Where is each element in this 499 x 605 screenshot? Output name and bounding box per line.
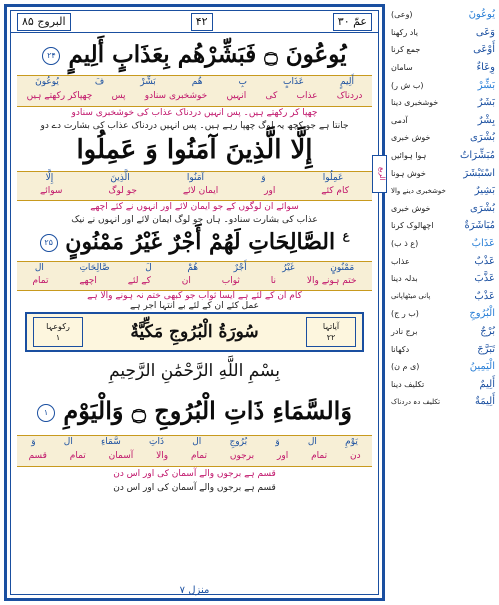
glossary-arabic: أَلِيمٌ	[479, 378, 495, 390]
glossary-arabic: تَبَرَّجَ	[477, 343, 495, 355]
word-ur: کے لئے	[127, 276, 151, 286]
translation-idiomatic-3: عمل کئے ان کے لئے بے انتہا اجر ہے	[129, 301, 260, 311]
word-ur: تمام	[69, 451, 86, 461]
translation-literal-1: چھپا کر رکھتے ہیں۔ پس انہیں دردناک عذاب کی خوشخبری سنادو	[71, 108, 318, 118]
glossary-meaning: (ع ذ ب)	[391, 239, 419, 249]
word-ar: لَ	[145, 263, 152, 273]
glossary-arabic: أَوْعَى	[473, 44, 495, 56]
glossary-meaning: خوشخبری دینا	[391, 98, 439, 108]
glossary-arabic: بُشْرَى	[469, 202, 495, 214]
ayah-marker: ۱	[37, 404, 55, 422]
glossary-arabic: عَذْبٌ	[474, 290, 495, 302]
glossary-meaning: اچھالوک کرنا	[391, 221, 434, 231]
glossary-meaning: آدمی	[391, 115, 408, 125]
glossary-entry	[391, 393, 495, 411]
glossary-entry	[391, 375, 495, 393]
word-ur: چھپاکر رکھتے ہیں	[26, 91, 93, 101]
glossary-entry	[391, 112, 495, 130]
page-inner-frame	[10, 10, 379, 595]
glossary-meaning: ہوا ہوائیں	[391, 151, 427, 161]
word-ar: مَمْنُونٍ	[330, 263, 355, 273]
translation-idiomatic-1: جانتا ہے جو کچھ یہ لوگ چھپا رہے ہیں۔ پس انہیں دردناک عذاب کی بشارت دے دو	[40, 121, 349, 131]
verse-text: الصَّالِحَاتِ لَهُمْ أَجْرٌ غَيْرُ مَمْنُونٍ	[65, 229, 336, 255]
ruku-label: رکوعہا	[46, 322, 70, 331]
glossary-meaning: دکھانا	[391, 344, 410, 354]
word-ur: اچھے	[79, 276, 97, 286]
ayat-count-box	[306, 317, 356, 347]
glossary-meaning: (وعی)	[391, 10, 413, 20]
glossary-arabic: عَذْبٌ	[474, 255, 495, 267]
word-ar: إِلَّا	[45, 173, 54, 183]
word-ar: هُمْ	[187, 263, 199, 273]
word-ur: برجوں	[229, 451, 255, 461]
ruku-mark: ع	[342, 229, 350, 242]
glossary-meaning: تکلیف دہ دردناک	[391, 397, 441, 406]
glossary-entry	[391, 340, 495, 358]
ayat-value: ۲۲	[326, 333, 336, 342]
word-ar: أَلِيمٍ	[340, 77, 354, 87]
word-ur: کی	[265, 91, 278, 101]
glossary-arabic: وَعَى	[475, 26, 495, 38]
glossary-meaning: خوش ہونا	[391, 168, 426, 178]
word-ur: آسمان	[108, 451, 134, 461]
word-row-arabic-3	[17, 263, 372, 273]
glossary-arabic: وِعَاءٌ	[476, 62, 495, 74]
glossary-entry	[391, 59, 495, 77]
verse-line-3	[17, 229, 372, 255]
glossary-entry	[391, 182, 495, 200]
glossary-meaning: بدلہ دینا	[391, 274, 418, 284]
glossary-arabic: مُبَاشَرَةٌ	[464, 220, 495, 232]
word-ur: تمام	[311, 451, 328, 461]
manzil-footer: منزل ۷	[179, 585, 210, 596]
word-ur: پس	[111, 91, 126, 101]
glossary-entry	[391, 305, 495, 323]
word-ur: اور	[264, 186, 276, 196]
word-ur: جو لوگ	[108, 186, 137, 196]
glossary-meaning: برج نادر	[391, 326, 418, 336]
surah-title: سُورَةُ الْبُرُوجِ مَكِّيَّةٌ	[130, 322, 259, 342]
word-ar: سَّمَاءِ	[101, 437, 121, 447]
surah-banner	[25, 312, 364, 352]
word-ar: وَ	[275, 437, 280, 447]
word-ar: أَجْرٌ	[233, 263, 247, 273]
word-ar: بُرُوجِ	[229, 437, 248, 447]
glossary-entry	[391, 164, 495, 182]
word-ur: نا	[270, 276, 277, 286]
verse-line-4	[17, 396, 372, 425]
ayah-marker: ۲۴	[42, 47, 60, 65]
word-ur: تمام	[190, 451, 207, 461]
word-ar: فَ	[94, 77, 105, 87]
ayah-marker: ۲۵	[40, 234, 58, 252]
quran-page	[4, 4, 385, 601]
glossary-arabic: بِشْرٌ	[477, 114, 495, 126]
glossary-entry	[391, 323, 495, 341]
word-ar: ذَاتِ	[148, 437, 164, 447]
glossary-meaning: (ب ش ر)	[391, 80, 424, 90]
word-row-urdu-2	[17, 186, 372, 196]
rub-side-marker: الربع	[372, 155, 387, 193]
juz-box: عمّ ۳۰	[333, 13, 372, 31]
word-ar: الَّذِينَ	[110, 173, 130, 183]
glossary-meaning: (ی م ن)	[391, 362, 420, 372]
glossary-arabic: عَذَّبَ	[474, 273, 495, 285]
glossary-entry	[391, 147, 495, 165]
word-row-urdu-3	[17, 276, 372, 286]
glossary-entry	[391, 129, 495, 147]
word-ar: آمَنُوا	[186, 173, 205, 183]
word-ur: تمام	[32, 276, 49, 286]
glossary-meaning: پانی میٹھاپانی	[391, 292, 431, 301]
word-ur: ثواب	[221, 276, 240, 286]
glossary-meaning: سامان	[391, 63, 413, 73]
glossary-meaning: خوش خبری	[391, 133, 431, 143]
bismillah: بِسْمِ اللَّهِ الرَّحْمَٰنِ الرَّحِيمِ	[109, 361, 280, 381]
vocabulary-sidebar	[391, 6, 495, 411]
word-row-arabic-4	[17, 437, 372, 447]
page-header	[11, 11, 378, 33]
glossary-entry	[391, 358, 495, 376]
word-ar: غَيْرُ	[282, 263, 295, 273]
word-ar: وَ	[261, 173, 266, 183]
verse-text: وَالسَّمَاءِ ذَاتِ الْبُرُوجِ ۝ وَالْيَوْمِ	[63, 396, 352, 425]
word-ur: دردناک	[336, 91, 363, 101]
glossary-entry	[391, 76, 495, 94]
glossary-entry	[391, 41, 495, 59]
glossary-entry	[391, 270, 495, 288]
glossary-entry	[391, 217, 495, 235]
word-ur: انہیں	[226, 91, 247, 101]
word-ar: هُم	[191, 77, 203, 87]
word-ar: صَّالِحَاتِ	[79, 263, 110, 273]
word-ur: ایمان لائے	[182, 186, 219, 196]
ruku-count-box	[33, 317, 83, 347]
translation-idiomatic-4: قسم ہے برجوں والے آسمان کی اور اس دن	[113, 483, 276, 493]
translation-literal-3: کام ان کے لئے ہے ایسا ثواب جو کبھی ختم نہ ہونے والا ہے	[87, 291, 302, 301]
word-ar: عَذَابٍ	[282, 77, 305, 87]
word-ur: قسم	[28, 451, 47, 461]
glossary-entry	[391, 94, 495, 112]
verse-line-2: إِلَّا الَّذِينَ آمَنُوا وَ عَمِلُوا	[76, 135, 313, 165]
page-number: ۴۲	[191, 13, 213, 31]
glossary-meaning: خوشخبری دینے والا	[391, 186, 446, 195]
glossary-meaning: خوش خبری	[391, 203, 431, 213]
glossary-arabic: عَذَابٌ	[471, 238, 495, 250]
word-ar: بَشِّرْ	[140, 77, 156, 87]
glossary-arabic: بَشِيرٌ	[474, 185, 495, 197]
word-ar: ال	[34, 263, 44, 273]
glossary-arabic: بَشَرٌ	[477, 97, 495, 109]
word-ur: دن	[349, 451, 361, 461]
word-ur: والا	[156, 451, 169, 461]
glossary-meaning: جمع کرنا	[391, 45, 421, 55]
word-row-urdu-4	[17, 451, 372, 461]
word-ar: عَمِلُوا	[322, 173, 344, 183]
glossary-meaning: (ب ر ج)	[391, 309, 419, 319]
glossary-arabic: بَشِّرْ	[477, 79, 495, 91]
glossary-entry	[391, 288, 495, 306]
surah-ref-box: البروج ۸۵	[17, 13, 71, 31]
translation-literal-4: قسم ہے برجوں والے آسمان کی اور اس دن	[113, 469, 276, 479]
word-row-arabic-2	[17, 173, 372, 183]
glossary-entry	[391, 235, 495, 253]
word-ur: ختم ہونے والا	[306, 276, 357, 286]
translation-idiomatic-2: عذاب کی بشارت سنادو۔ ہاں جو لوگ ایمان لائے اور انہوں نے نیک	[71, 215, 318, 225]
translation-literal-2: سوائے ان لوگوں کے جو ایمان لائے اور انہوں نے کئے اچھے	[90, 202, 299, 212]
glossary-arabic: الْيَمِينُ	[469, 361, 495, 373]
glossary-arabic: يُوعُونَ	[468, 9, 495, 21]
ruku-value: ۱	[55, 333, 61, 342]
word-ar: يُوعُونَ	[35, 77, 59, 87]
glossary-arabic: بُرْجٌ	[480, 325, 495, 337]
verse-text: يُوعُونَ ۝ فَبَشِّرْهُم بِعَذَابٍ أَلِيمٍ	[68, 41, 347, 68]
word-row-urdu-1	[17, 91, 372, 101]
glossary-arabic: بُشْرَى	[469, 132, 495, 144]
glossary-meaning: یاد رکھنا	[391, 27, 418, 37]
word-ar: بِ	[238, 77, 247, 87]
glossary-entry	[391, 24, 495, 42]
glossary-meaning: تکلیف دینا	[391, 379, 425, 389]
word-ur: ان	[181, 276, 191, 286]
glossary-arabic: الْبُرُوجِ	[469, 308, 495, 320]
glossary-entry	[391, 252, 495, 270]
glossary-arabic: اسْتَبْشَرَ	[463, 167, 495, 179]
glossary-entry	[391, 200, 495, 218]
glossary-arabic: مُبَشِّرَاتٌ	[459, 150, 495, 162]
word-ur: اور	[277, 451, 289, 461]
word-ur: کام کئے	[321, 186, 350, 196]
word-ar: ال	[63, 437, 73, 447]
word-ar: يَوْمِ	[345, 437, 358, 447]
glossary-arabic: أَلِيمَةٌ	[475, 396, 495, 408]
word-ur: سوائے	[39, 186, 63, 196]
glossary-meaning: عذاب	[391, 256, 410, 266]
word-ar: ال	[307, 437, 317, 447]
word-ar: ال	[192, 437, 202, 447]
ayat-label: آیاتہا	[322, 322, 340, 331]
word-ar: وَ	[31, 437, 36, 447]
word-row-arabic-1	[17, 77, 372, 87]
verse-line-1	[17, 41, 372, 68]
word-ur: عذاب	[296, 91, 318, 101]
glossary-entry	[391, 6, 495, 24]
word-ur: خوشخبری سنادو	[144, 91, 208, 101]
